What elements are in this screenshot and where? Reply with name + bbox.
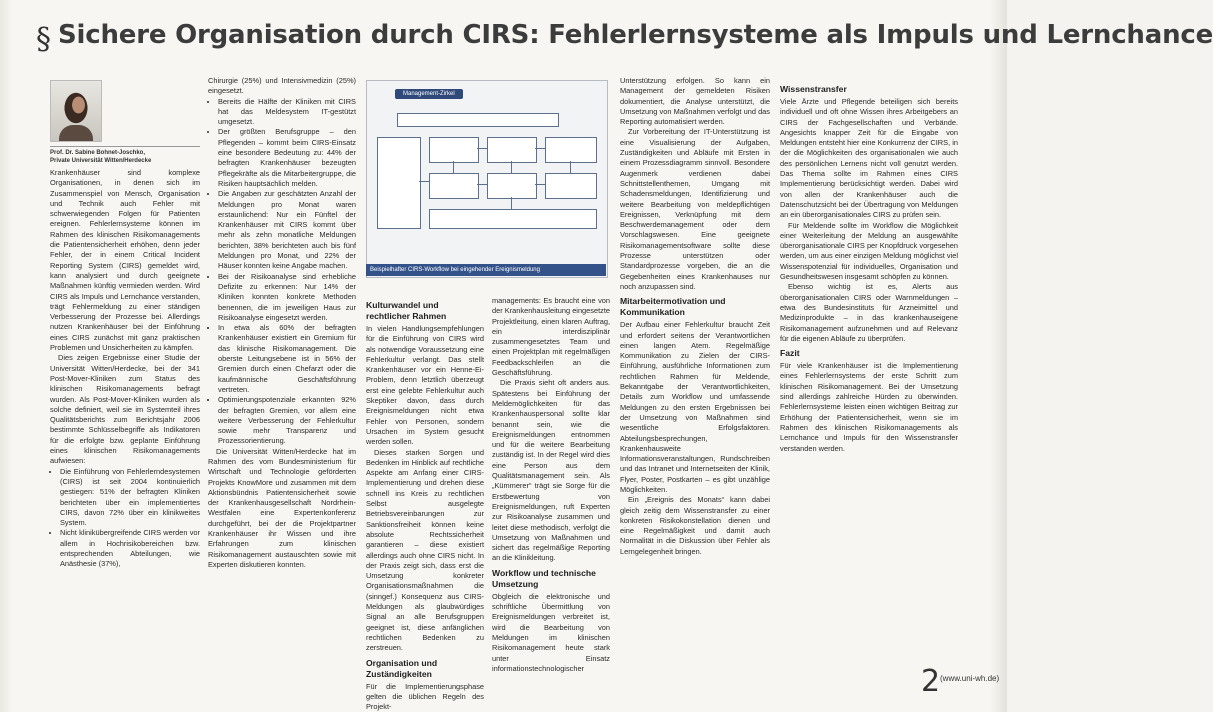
- list-item: • Die Angaben zur geschätzten Anzahl der Meldungen pro Monat waren erstaunlichend: Nur ein Fünftel der Krankenhäuser mit CIRS kommt über mehr als zehn monatliche Meldungen berichten, 38% berichteten auch bis fünf Meldungen pro Monat, und 22% der Häuser konnten keine Angabe machen.: [218, 189, 356, 271]
- article-headline: [36, 20, 1213, 60]
- paragraph: Unterstützung erfolgen. So kann ein Management der gemeldeten Risiken dokumentiert, die Analyse unterstützt, die Umsetzung von Maßnahmen verfolgt und das Reporting automatisiert werden.: [620, 76, 770, 127]
- paragraph: Für Meldende sollte im Workflow die Möglichkeit einer Weiterleitung der Meldung an ausgewählte überorganisationale CIRS per Knopfdruck vorgesehen werden, um aus einer einzigen Meldung möglichst viel Wissenspotenzial für individuelles, Organisation und Gesundheitswesen insgesamt schöpfen zu können.: [780, 220, 958, 282]
- diagram-arrow: [535, 148, 545, 149]
- author-photo: [50, 80, 102, 142]
- section-heading: Kulturwandel und rechtlicher Rahmen: [366, 300, 447, 321]
- column-4: [492, 296, 610, 708]
- diagram-box: [429, 209, 597, 229]
- section-mark: §: [36, 22, 51, 57]
- author-caption: [50, 146, 200, 165]
- paragraph: Chirurgie (25%) und Intensivmedizin (25%) eingesetzt.: [208, 76, 356, 96]
- list-item: • Der größten Berufsgruppe – den Pflegenden – kommt beim CIRS-Einsatz eine besondere Bedeutung zu: 44% der befragten Krankenhäuser bezeugten Pflegekräfte als die Mitarbeitergruppe, die Risiken hauptsächlich melden.: [218, 127, 356, 189]
- paragraph: Ein „Ereignis des Monats“ kann dabei gleich zeitig dem Wissenstransfer zu einer konkreten Risikokonstellation dienen und eine Regelmäßigkeit und damit auch Normalität in die Diskussion über Fehler als Lerngelegenheit bringen.: [620, 495, 770, 556]
- diagram-box: [545, 137, 597, 163]
- paragraph: Krankenhäuser sind komplexe Organisationen, in denen sich im Zusammenspiel von Mensch, Organisation und Technik auch Fehler mit schwerwiegenden Folgen für Patienten ereignen. Fehlerlernsysteme können im Rahmen des klinischen Risikomanagements die Patientensicherheit erhöhen, denn jeder Fehler, der in einem Critical Incident Reporting System (CIRS) gemeldet wird, kann analysiert und durch geeignete Maßnahmen künftig vermieden werden. Wird CIRS als Impuls und Lernchance verstanden, trägt Fehlermeldung zu einer ständigen Verbesserung der Prozesse bei. Allerdings nutzen Krankenhäuser bei der Einführung eines CIRS zunächst mit ganz praktischen Problemen und Unsicherheiten zu kämpfen.: [50, 168, 200, 353]
- list-item: • Bereits die Hälfte der Kliniken mit CIRS hat das Meldesystem IT-gestützt umgesetzt.: [218, 97, 356, 128]
- column-6: [780, 80, 958, 666]
- list-item: • In etwa als 60% der befragten Krankenhäuser existiert ein Gremium für das klinische Risikomanagement. Die oberste Leitungsebene ist in 56% der Gremien durch einen Chefarzt oder die kaufmännische Geschäftsführung vertreten.: [218, 323, 356, 395]
- diagram-arrow: [453, 161, 454, 173]
- diagram-arrow: [511, 197, 512, 209]
- author-name: Prof. Dr. Sabine Bohnet-Joschko,: [50, 150, 146, 156]
- paragraph: Der Aufbau einer Fehlerkultur braucht Zeit und erfordert seitens der Verantwortlichen einen langen Atem. Regelmäßige Kommunikation zu Zielen der CIRS-Einführung, ausführliche Informationen zum rechtlichen Rahmen für Meldende, Bekanntgabe der Verantwortlichkeiten, Details zum Workflow und umfassende Meldungen zu den ersten Ergebnissen bei der Umsetzung von Maßnahmen sind wesentliche Erfolgsfaktoren. Abteilungsbesprechungen, Krankenhausweite Informationsveranstaltungen, Rundschreiben und das Intranet und Internetseiten der Klinik, Flyer, Poster, Postkarten – es gibt unzählige Möglichkeiten.: [620, 320, 770, 494]
- author-affiliation: Private Universität Witten/Herdecke: [50, 158, 152, 164]
- column-2: [208, 76, 356, 708]
- paragraph: Obgleich die elektronische und schriftliche Übermittlung von Ereignismeldungen verbreitet ist, wird die Bearbeitung von Meldungen im klinischen Risikomanagement heute stark unter Einsatz informationstechnologischer: [492, 591, 610, 673]
- diagram-box: [545, 173, 597, 199]
- paragraph: Ebenso wichtig ist es, Alerts aus überorganisationalen CIRS oder Warnmeldungen – etwa des Bundesinstituts für Arzneimittel und Medizinprodukte – in das krankenhauseigene Risikomanagement aufzunehmen und auf Relevanz für die eigenen Abläufe zu überprüfen.: [780, 282, 958, 343]
- section-heading: Wissenstransfer: [780, 84, 847, 94]
- diagram-arrow: [570, 161, 571, 173]
- workflow-figure: [366, 80, 608, 278]
- diagram-arrow: [511, 161, 512, 173]
- column-1: [50, 168, 200, 708]
- paragraph: managements: Es braucht eine von der Krankenhausleitung eingesetzte Projektleitung, einen klaren Auftrag, ein interdisziplinär zusammengesetztes Team und einen Projektplan mit regelmäßigen Feedbackschleifen an die Geschäftsführung.: [492, 296, 610, 378]
- diagram-arrow: [477, 148, 487, 149]
- section-heading: Fazit: [780, 348, 800, 359]
- diagram-box: [487, 137, 537, 163]
- bullet-list: [50, 467, 200, 570]
- bullet-list: [208, 97, 356, 447]
- figure-caption: Beispielhafter CIRS-Workflow bei eingehender Ereignismeldung: [366, 264, 606, 276]
- diagram-arrow: [419, 181, 429, 182]
- section-heading: Organisation und Zuständigkeiten: [366, 657, 438, 679]
- column-3: [366, 296, 484, 712]
- paragraph: In vielen Handlungsempfehlungen für die Einführung von CIRS wird als notwendige Voraussetzung eine Fehlerkultur verlangt. Das stellt Krankenhäuser vor ein Henne-Ei-Problem, denn letztlich überzeugt erst eine gelebte Fehlerkultur auch Skeptiker davon, dass durch Ereignismeldungen nicht etwa Fehler von Personen, sondern Ursachen im System gesucht werden sollen.: [366, 324, 484, 447]
- diagram-arrow: [535, 184, 545, 185]
- list-item: • Optimierungspotenziale erkannten 92% der befragten Gremien, vor allem eine weitere Verbesserung der Fehlerkultur sowie mehr Transparenz und Prozessorientierung.: [218, 395, 356, 446]
- article-title: Sichere Organisation durch CIRS: Fehlerlernsysteme als Impuls und Lernchance: [58, 20, 1213, 50]
- paragraph: Die Universität Witten/Herdecke hat im Rahmen des vom Bundesministerium für Wirtschaft und Technologie geförderten Projekts KnowMore und zusammen mit dem Aktionsbündnis Patientensicherheit sowie der Krankenhausgesellschaft Nordrhein-Westfalen eine Expertenkonferenz durchgeführt, bei der die Projektpartner Krankenhäuser ihr Wissen und ihre Erfahrungen zum klinischen Risikomanagement austauschten sowie mit Experten diskutieren konnten.: [208, 446, 356, 569]
- column-5: [620, 76, 770, 708]
- paragraph: Viele Ärzte und Pflegende beteiligen sich bereits individuell und oft ohne Wissen ihres Arbeitgebers an CIRS der Fachgesellschaften und Verbände. Angesichts knapper Zeit für die Eingabe von Meldungen entsteht hier eine Konkurrenz der CIRS, in der die Möglichkeiten des organisationalen wie auch des persönlichen Lernens nicht voll genutzt werden. Das Thema sollte im Rahmen eines CIRS Implementierung berücksichtigt werden. Dabei wird von allen der Krankenhäuser auch die Datenschutzsicht bei der Übertragung von Meldungen an ein überorganisationales CIRS zu prüfen sein.: [780, 97, 958, 220]
- section-heading: Workflow und technische Umsetzung: [492, 567, 596, 589]
- diagram-box: [429, 137, 479, 163]
- paragraph: Für viele Krankenhäuser ist die Implementierung eines Fehlerlernsystems der erste Schritt zum klinischen Risikomanagement. Bei der Umsetzung sind allerdings zahlreiche Hürden zu überwinden. Fehlerlernsysteme leisten einen wichtigen Beitrag zur Erhöhung der Patientensicherheit, wenn sie im Rahmen des klinischen Risikomanagements als Lernchance und Impuls für den Wissenstransfer verstanden werden.: [780, 361, 958, 453]
- list-item: • Nicht klinikübergreifende CIRS werden vor allem in Hochrisikobereichen bzw. entsprechenden Abteilungen, wie Anästhesie (37%),: [60, 528, 200, 569]
- diagram-arrow: [477, 184, 487, 185]
- diagram-box: [429, 173, 479, 199]
- diagram-box: [377, 137, 421, 229]
- paragraph: Dies zeigen Ergebnisse einer Studie der Universität Witten/Herdecke, bei der 341 Post-Mover-Kliniken zum Status des klinischen Risikomanagements befragt wurden. Als Post-Mover-Kliniken wurden als solche definiert, weil sie im Systemteil ihres Qualitätsberichts zum Berichtsjahr 2006 bestimmte Schlüsselbegriffe als Indikatoren für die erfolgte bzw. geplante Einführung eines klinischen Risikomanagements aufwiesen:: [50, 353, 200, 466]
- footer-url: (www.uni-wh.de): [940, 674, 1000, 683]
- list-item: • Die Einführung von Fehlerlerndesystemen (CIRS) ist seit 2004 kontinuierlich gestiegen: 51% der befragten Kliniken berichteten über ein implementiertes CIRS, davon 72% über ein klinikweites System.: [60, 467, 200, 529]
- page-number: 2: [921, 664, 941, 699]
- paragraph: Für die Implementierungsphase gelten die üblichen Regeln des Projekt-: [366, 681, 484, 712]
- list-item: • Bei der Risikoanalyse sind erhebliche Defizite zu erkennen: Nur 14% der Kliniken konnten konkrete Methoden benennen, die im jeweiligen Haus zur Risikoanalyse eingesetzt werden.: [218, 272, 356, 323]
- figure-title: Management-Zirkel: [395, 89, 463, 99]
- paragraph: Zur Vorbereitung der IT-Unterstützung ist eine Visualisierung der Aufgaben, Zuständigkeiten und Abläufe mit Ersten in einem Prozessdiagramm sinnvoll. Besondere Augenmerk verdienen dabei Schnittstellenthemen, Umgang mit Schadensmeldungen, Identifizierung und weitere Bearbeitung von meldepflichtigen Ereignissen, Verknüpfung mit dem Beschwerdemanagement oder dem Vorschlagswesen. Eine geeignete Risikomanagementsoftware sollte diese Prozesse unterstützen oder Standardprozesse vorgeben, die an die Gegebenheiten eines Krankenhauses nur noch anzupassen sind.: [620, 127, 770, 291]
- paragraph: Dieses starken Sorgen und Bedenken im Hinblick auf rechtliche Aspekte am Anfang einer CIRS-Implementierung und drehen diese schnell ins Kreis zu rechtlichen Selbst ausgelegte Betriebsvereinbarungen zur Sanktionsfreiheit können keine absolute Rechtssicherheit garantieren – diese existiert allerdings auch ohne CIRS nicht. In der Praxis zeigt sich, dass erst die Umsetzung konkreter Organisationsmaßnahmen die (sinngef.) Konsequenz aus CIRS-Meldungen als glaubwürdiges Signal an alle Berufsgruppen geeignet ist, diese anfänglichen rechtlichen Bedenken zu zerstreuen.: [366, 447, 484, 653]
- paragraph: Die Praxis sieht oft anders aus. Spätestens bei Einführung der Meldemöglichkeiten für das Krankenhauspersonal sollte klar benannt sein, wie die Ereignismeldungen entnommen und für die weitere Bearbeitung zuständig ist. In der Regel wird dies eine Person aus dem Qualitätsmanagement sein. Als „Kümmerer“ trägt sie Sorge für die Erstbewertung von Ereignismeldungen, ruft Experten zur Risikoanalyse zusammen und leitet diese methodisch, verfolgt die Umsetzung von Maßnahmen und sichert das regelmäßige Reporting an die Klinikleitung.: [492, 378, 610, 563]
- diagram-box: [397, 113, 559, 127]
- section-heading: Mitarbeitermotivation und Kommunikation: [620, 296, 726, 318]
- diagram-box: [487, 173, 537, 199]
